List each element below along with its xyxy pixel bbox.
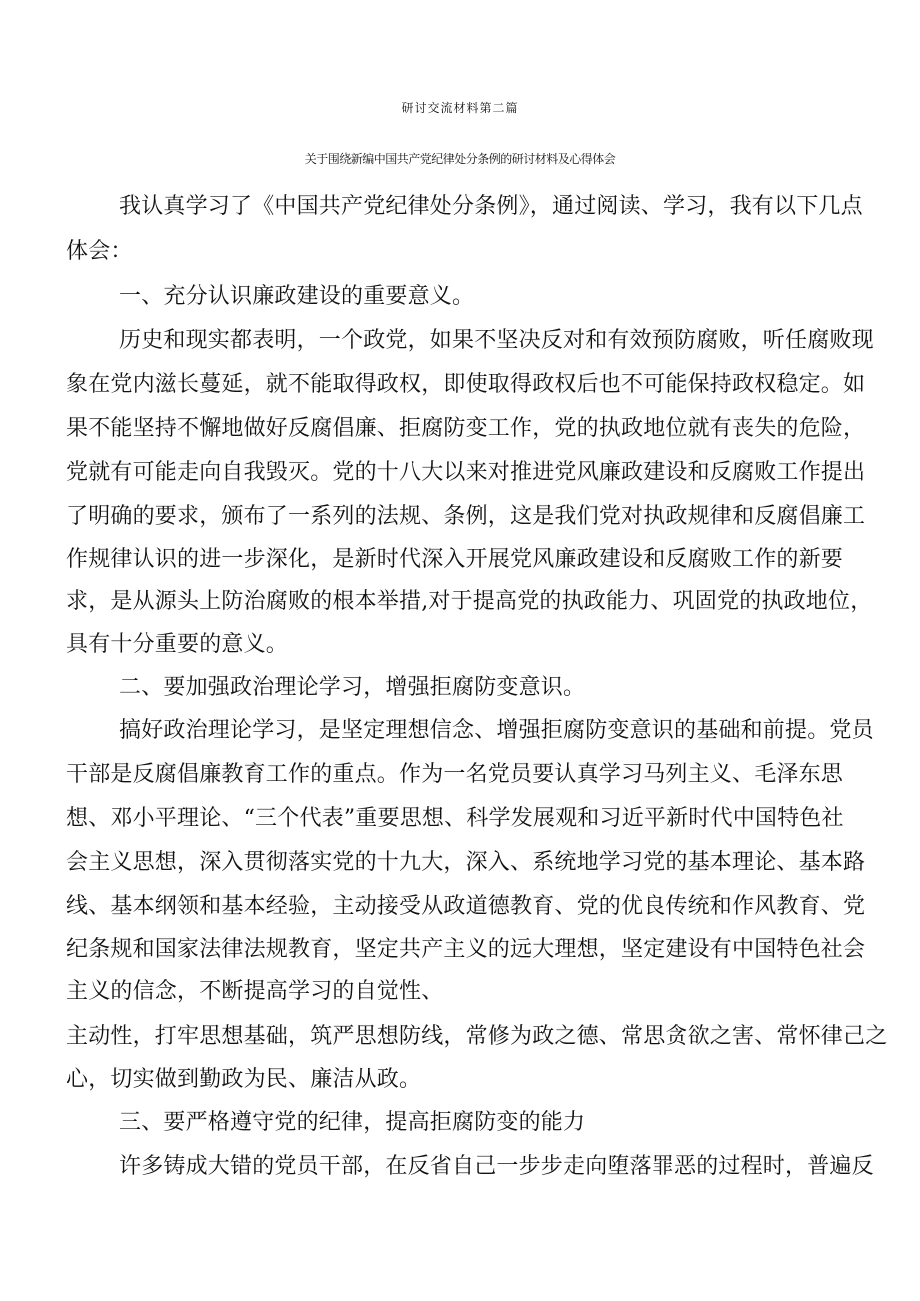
text-line: 历史和现实都表明，一个政党，如果不坚决反对和有效预防腐败，听任腐败现 bbox=[119, 328, 874, 353]
text-line: 主动性，打牢思想基础，筑严思想防线，常修为政之德、常思贪欲之害、常怀律己之 bbox=[66, 1024, 888, 1049]
text-line: 我认真学习了《中国共产党纪律处分条例》，通过阅读、学习，我有以下几点 bbox=[119, 194, 863, 219]
text-line: 体会： bbox=[66, 239, 133, 264]
text-line: 想、邓小平理论、“三个代表”重要思想、科学发展观和习近平新时代中国特色社 bbox=[66, 806, 844, 831]
text-line: 果不能坚持不懈地做好反腐倡廉、拒腐防变工作，党的执政地位就有丧失的危险， bbox=[66, 416, 866, 441]
document-subtitle: 研讨交流材料第二篇 bbox=[401, 101, 519, 115]
document-title: 关于围绕新编中国共产党纪律处分条例的研讨材料及心得体会 bbox=[304, 152, 616, 166]
text-line: 线、基本纲领和基本经验，主动接受从政道德教育、党的优良传统和作风教育、党 bbox=[66, 894, 866, 919]
text-line: 会主义思想，深入贯彻落实党的十九大，深入、系统地学习党的基本理论、基本路 bbox=[66, 850, 866, 875]
section-heading: 二、要加强政治理论学习，增强拒腐防变意识。 bbox=[119, 675, 586, 700]
section-heading: 三、要严格遵守党的纪律，提高拒腐防变的能力 bbox=[119, 1110, 586, 1135]
text-line: 许多铸成大错的党员干部，在反省自己一步步走向堕落罪恶的过程时，普遍反 bbox=[119, 1154, 874, 1179]
text-line: 象在党内滋长蔓延，就不能取得政权，即使取得政权后也不可能保持政权稳定。如 bbox=[66, 372, 866, 397]
text-line: 纪条规和国家法律法规教育，坚定共产主义的远大理想，坚定建设有中国特色社会 bbox=[66, 937, 866, 962]
text-line: 求，是从源头上防治腐败的根本举措,对于提高党的执政能力、巩固党的执政地位， bbox=[66, 589, 873, 614]
text-line: 作规律认识的进一步深化，是新时代深入开展党风廉政建设和反腐败工作的新要 bbox=[66, 547, 844, 572]
section-heading: 一、充分认识廉政建设的重要意义。 bbox=[119, 284, 475, 309]
text-line: 党就有可能走向自我毁灭。党的十八大以来对推进党风廉政建设和反腐败工作提出 bbox=[66, 460, 866, 485]
text-line: 搞好政治理论学习，是坚定理想信念、增强拒腐防变意识的基础和前提。党员 bbox=[119, 718, 874, 743]
text-line: 心，切实做到勤政为民、廉洁从政。 bbox=[66, 1067, 422, 1092]
text-line: 了明确的要求，颁布了一系列的法规、条例，这是我们党对执政规律和反腐倡廉工 bbox=[66, 504, 866, 529]
text-line: 具有十分重要的意义。 bbox=[66, 632, 289, 657]
text-line: 主义的信念，不断提高学习的自觉性、 bbox=[66, 979, 444, 1004]
text-line: 干部是反腐倡廉教育工作的重点。作为一名党员要认真学习马列主义、毛泽东思 bbox=[66, 762, 844, 787]
